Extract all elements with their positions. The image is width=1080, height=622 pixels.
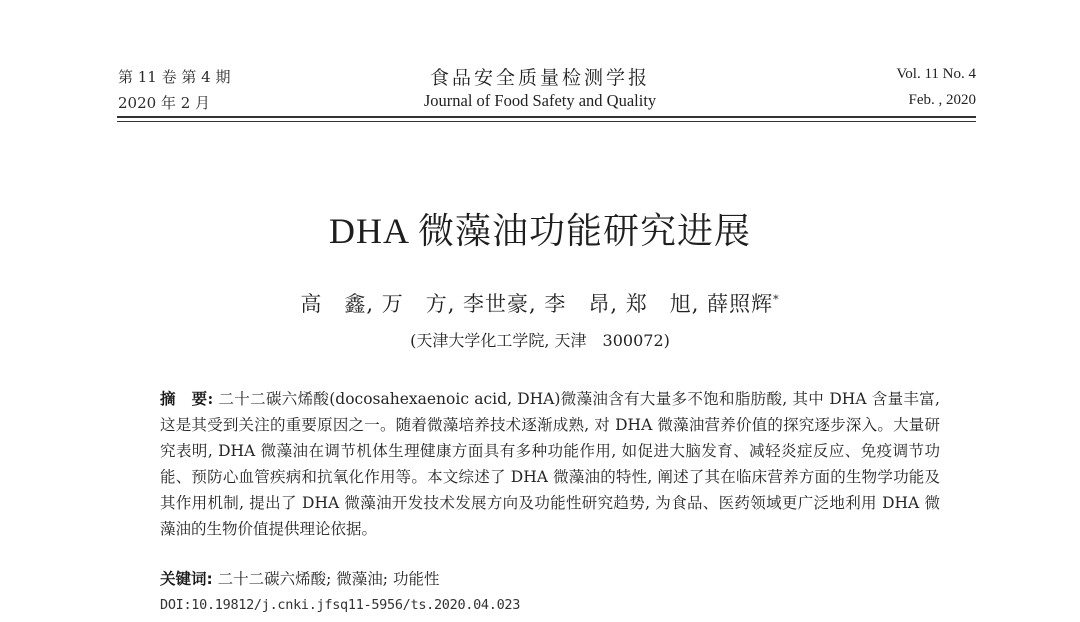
- keywords-text: 二十二碳六烯酸; 微藻油; 功能性: [217, 570, 440, 588]
- date-cn: 2020 年 2 月: [118, 94, 211, 112]
- volume-en: Vol. 11 No. 4: [896, 66, 976, 82]
- keywords-line: [160, 567, 439, 589]
- abstract-text: 二十二碳六烯酸(docosahexaenoic acid, DHA)微藻油含有大量多不饱和脂肪酸, 其中 DHA 含量丰富, 这是其受到关注的重要原因之一。随着微藻培养技术逐渐成熟, 对 DHA 微藻油营养价值的探究逐步深入。大量研究表明, DHA 微藻油在调节机体生理健康方面具有多种功能作用, 如促进大脑发育、减轻炎症反应、免疫调节功能、预防心血管疾病和抗氧化作用等。本文综述了 DHA 微藻油的特性, 阐述了其在临床营养方面的生物学功能及其作用机制, 提出了 DHA 微藻油开发技术发展方向及功能性研究趋势, 为食品、医药领域更广泛地利用 DHA 微藻油的生物价值提供理论依据。: [160, 390, 940, 538]
- corresponding-author-mark: *: [773, 293, 780, 306]
- volume-issue: 第 11 卷 第 4 期: [118, 68, 231, 86]
- keywords-label: 关键词:: [160, 570, 213, 588]
- affiliation: (天津大学化工学院, 天津 300072): [410, 331, 670, 350]
- article-title: DHA 微藻油功能研究进展: [328, 211, 751, 251]
- journal-name-cn: 食品安全质量检测学报: [429, 67, 650, 89]
- authors-text: 高 鑫, 万 方, 李世豪, 李 昂, 郑 旭, 薛照辉: [300, 292, 774, 316]
- author-list: [0, 288, 1080, 318]
- header-rule-thin: [117, 121, 976, 122]
- date-en: Feb. , 2020: [908, 92, 976, 108]
- journal-name-en: Journal of Food Safety and Quality: [423, 91, 657, 110]
- abstract: [160, 386, 940, 542]
- abstract-label: 摘 要:: [160, 389, 214, 408]
- doi[interactable]: DOI:10.19812/j.cnki.jfsq11-5956/ts.2020.04.023: [160, 597, 521, 613]
- header-rule-thick: [117, 116, 976, 118]
